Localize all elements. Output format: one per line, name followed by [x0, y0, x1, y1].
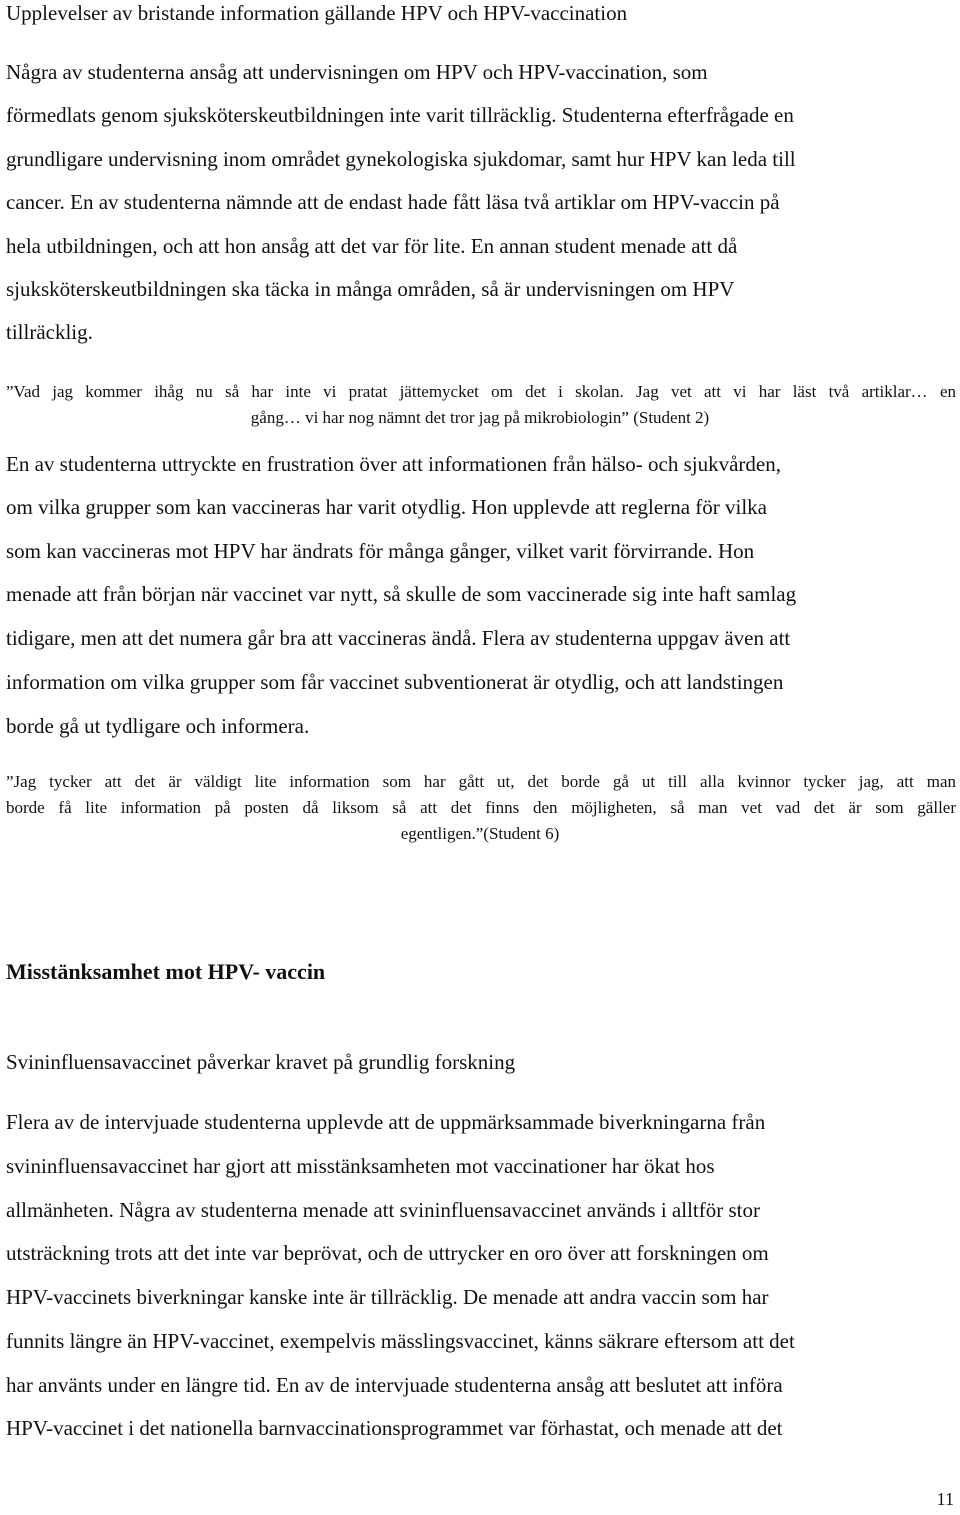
- page-number: 11: [936, 1489, 954, 1509]
- paragraph-line: svininfluensavaccinet har gjort att misstänksamheten mot vaccinationer har ökat hos: [6, 1154, 715, 1178]
- quote-line: borde få lite information på posten då liksom så att det finns den möjligheten, så man vet vad det är som gäller: [6, 798, 956, 817]
- paragraph-line: Några av studenterna ansåg att undervisningen om HPV och HPV-vaccination, som: [6, 60, 708, 84]
- paragraph-line: menade att från början när vaccinet var nytt, så skulle de som vaccinerade sig inte haft samlag: [6, 582, 797, 606]
- paragraph-line: tillräcklig.: [6, 320, 93, 344]
- paragraph-line: om vilka grupper som kan vaccineras har varit otydlig. Hon upplevde att reglerna för vilka: [6, 495, 768, 519]
- paragraph-line: funnits längre än HPV-vaccinet, exempelvis mässlingsvaccinet, känns säkrare eftersom att det: [6, 1329, 795, 1353]
- paragraph-line: hela utbildningen, och att hon ansåg att det var för lite. En annan student menade att då: [6, 234, 738, 258]
- paragraph-line: som kan vaccineras mot HPV har ändrats för många gånger, vilket varit förvirrande. Hon: [6, 539, 755, 563]
- paragraph-line: En av studenterna uttryckte en frustration över att informationen från hälso- och sjukvården,: [6, 452, 781, 476]
- quote-line: egentligen.”(Student 6): [400, 824, 560, 843]
- quote-line: ”Jag tycker att det är väldigt lite information som har gått ut, det borde gå ut till alla kvinnor tycker jag, att man: [6, 772, 956, 791]
- paragraph-line: har använts under en längre tid. En av de intervjuade studenterna ansåg att beslutet att införa: [6, 1373, 783, 1397]
- paragraph-line: grundligare undervisning inom området gynekologiska sjukdomar, samt hur HPV kan leda till: [6, 147, 796, 171]
- paragraph-line: sjuksköterskeutbildningen ska täcka in många områden, så är undervisningen om HPV: [6, 277, 735, 301]
- intro-heading: Upplevelser av bristande information gällande HPV och HPV-vaccination: [6, 1, 628, 25]
- paragraph-line: information om vilka grupper som får vaccinet subventionerat är otydlig, och att landstingen: [6, 670, 784, 694]
- paragraph-line: borde gå ut tydligare och informera.: [6, 714, 310, 738]
- paragraph-line: förmedlats genom sjuksköterskeutbildningen inte varit tillräcklig. Studenterna efterfrågade en: [6, 103, 794, 127]
- paragraph-line: Flera av de intervjuade studenterna upplevde att de uppmärksammade biverkningarna från: [6, 1110, 766, 1134]
- section-heading: Misstänksamhet mot HPV- vaccin: [6, 959, 326, 984]
- paragraph-line: HPV-vaccinets biverkningar kanske inte är tillräcklig. De menade att andra vaccin som har: [6, 1285, 769, 1309]
- quote-line: gång… vi har nog nämnt det tror jag på mikrobiologin” (Student 2): [250, 408, 710, 427]
- paragraph-line: allmänheten. Några av studenterna menade att svininfluensavaccinet används i alltför stor: [6, 1198, 760, 1222]
- paragraph-line: tidigare, men att det numera går bra att vaccineras ändå. Flera av studenterna uppgav även att: [6, 626, 791, 650]
- quote-line: ”Vad jag kommer ihåg nu så har inte vi pratat jättemycket om det i skolan. Jag vet att vi har läst två artiklar… en: [6, 382, 956, 401]
- paragraph-line: utsträckning trots att det inte var beprövat, och de uttrycker en oro över att forskningen om: [6, 1241, 769, 1265]
- subheading: Svininfluensavaccinet påverkar kravet på grundlig forskning: [6, 1050, 516, 1074]
- paragraph-line: HPV-vaccinet i det nationella barnvaccinationsprogrammet var förhastat, och menade att det: [6, 1416, 783, 1440]
- paragraph-line: cancer. En av studenterna nämnde att de endast hade fått läsa två artiklar om HPV-vaccin på: [6, 190, 780, 214]
